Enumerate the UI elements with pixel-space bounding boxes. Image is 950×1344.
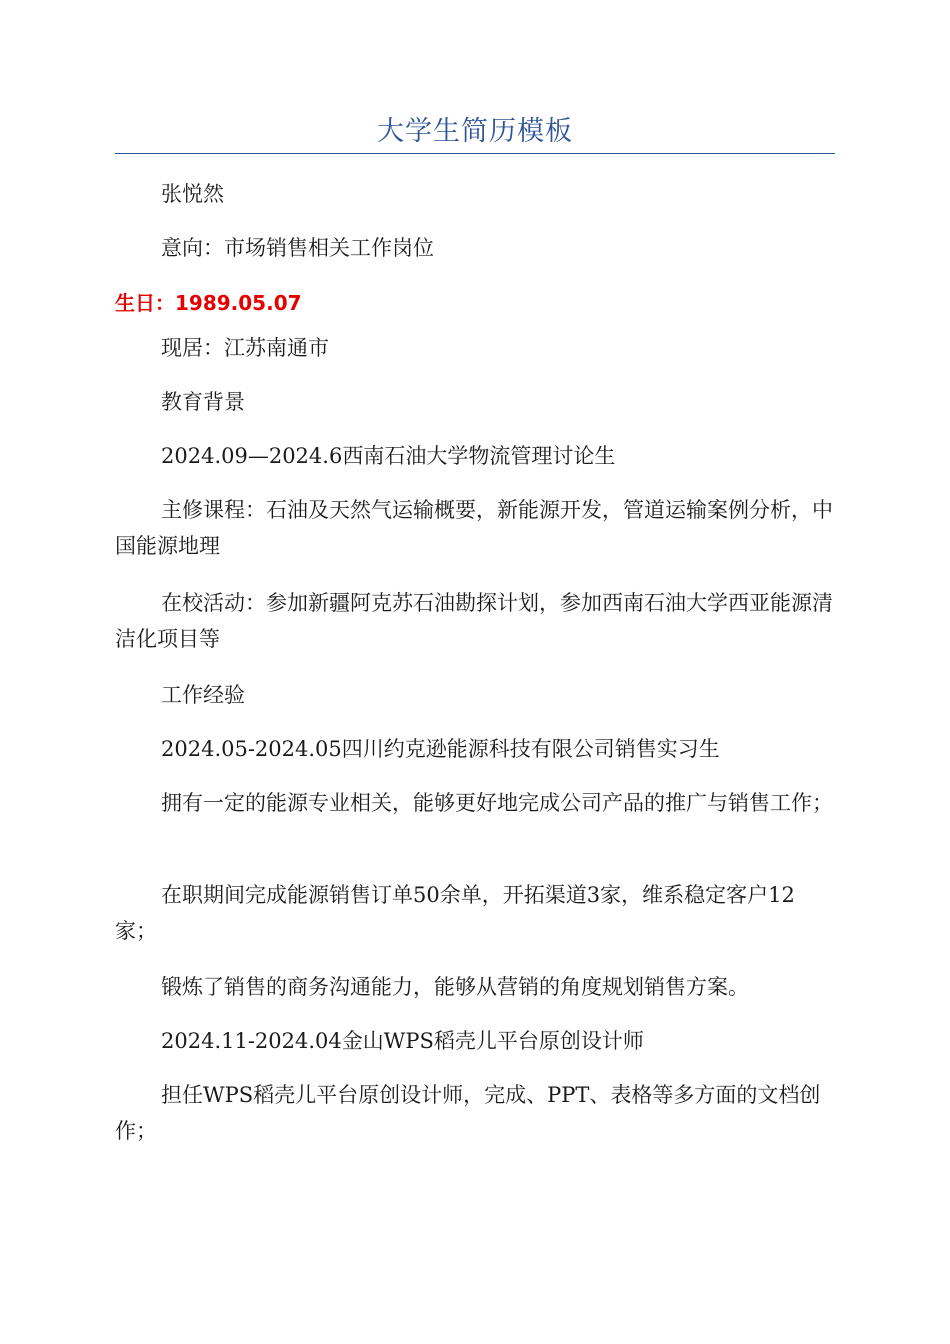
- courses-paragraph: 主修课程：石油及天然气运输概要，新能源开发，管道运输案例分析，中国能源地理: [115, 498, 833, 558]
- education-heading: 教育背景: [161, 390, 245, 414]
- birthday-line: 生日：1989.05.07: [115, 291, 302, 315]
- candidate-name: 张悦然: [161, 182, 224, 206]
- activities-paragraph: 在校活动：参加新疆阿克苏石油勘探计划，参加西南石油大学西亚能源清洁化项目等: [115, 591, 833, 651]
- title-underline: [115, 153, 835, 154]
- job2-point-1: 担任WPS稻壳儿平台原创设计师，完成、PPT、表格等多方面的文档创作；: [115, 1083, 821, 1143]
- job1-point-2: 在职期间完成能源销售订单50余单，开拓渠道3家，维系稳定客户12家；: [115, 883, 795, 943]
- job1-point-3: 锻炼了销售的商务沟通能力，能够从营销的角度规划销售方案。: [161, 975, 749, 999]
- job1-period: 2024.05-2024.05四川约克逊能源科技有限公司销售实习生: [161, 737, 720, 761]
- job-intention: 意向：市场销售相关工作岗位: [161, 236, 434, 260]
- job2-period: 2024.11-2024.04金山WPS稻壳儿平台原创设计师: [161, 1029, 644, 1053]
- residence-line: 现居：江苏南通市: [161, 336, 329, 360]
- job1-point-1: 拥有一定的能源专业相关，能够更好地完成公司产品的推广与销售工作；: [161, 791, 833, 815]
- document-title: 大学生简历模板: [377, 116, 573, 147]
- education-period: 2024.09—2024.6西南石油大学物流管理讨论生: [161, 444, 616, 468]
- work-heading: 工作经验: [161, 683, 245, 707]
